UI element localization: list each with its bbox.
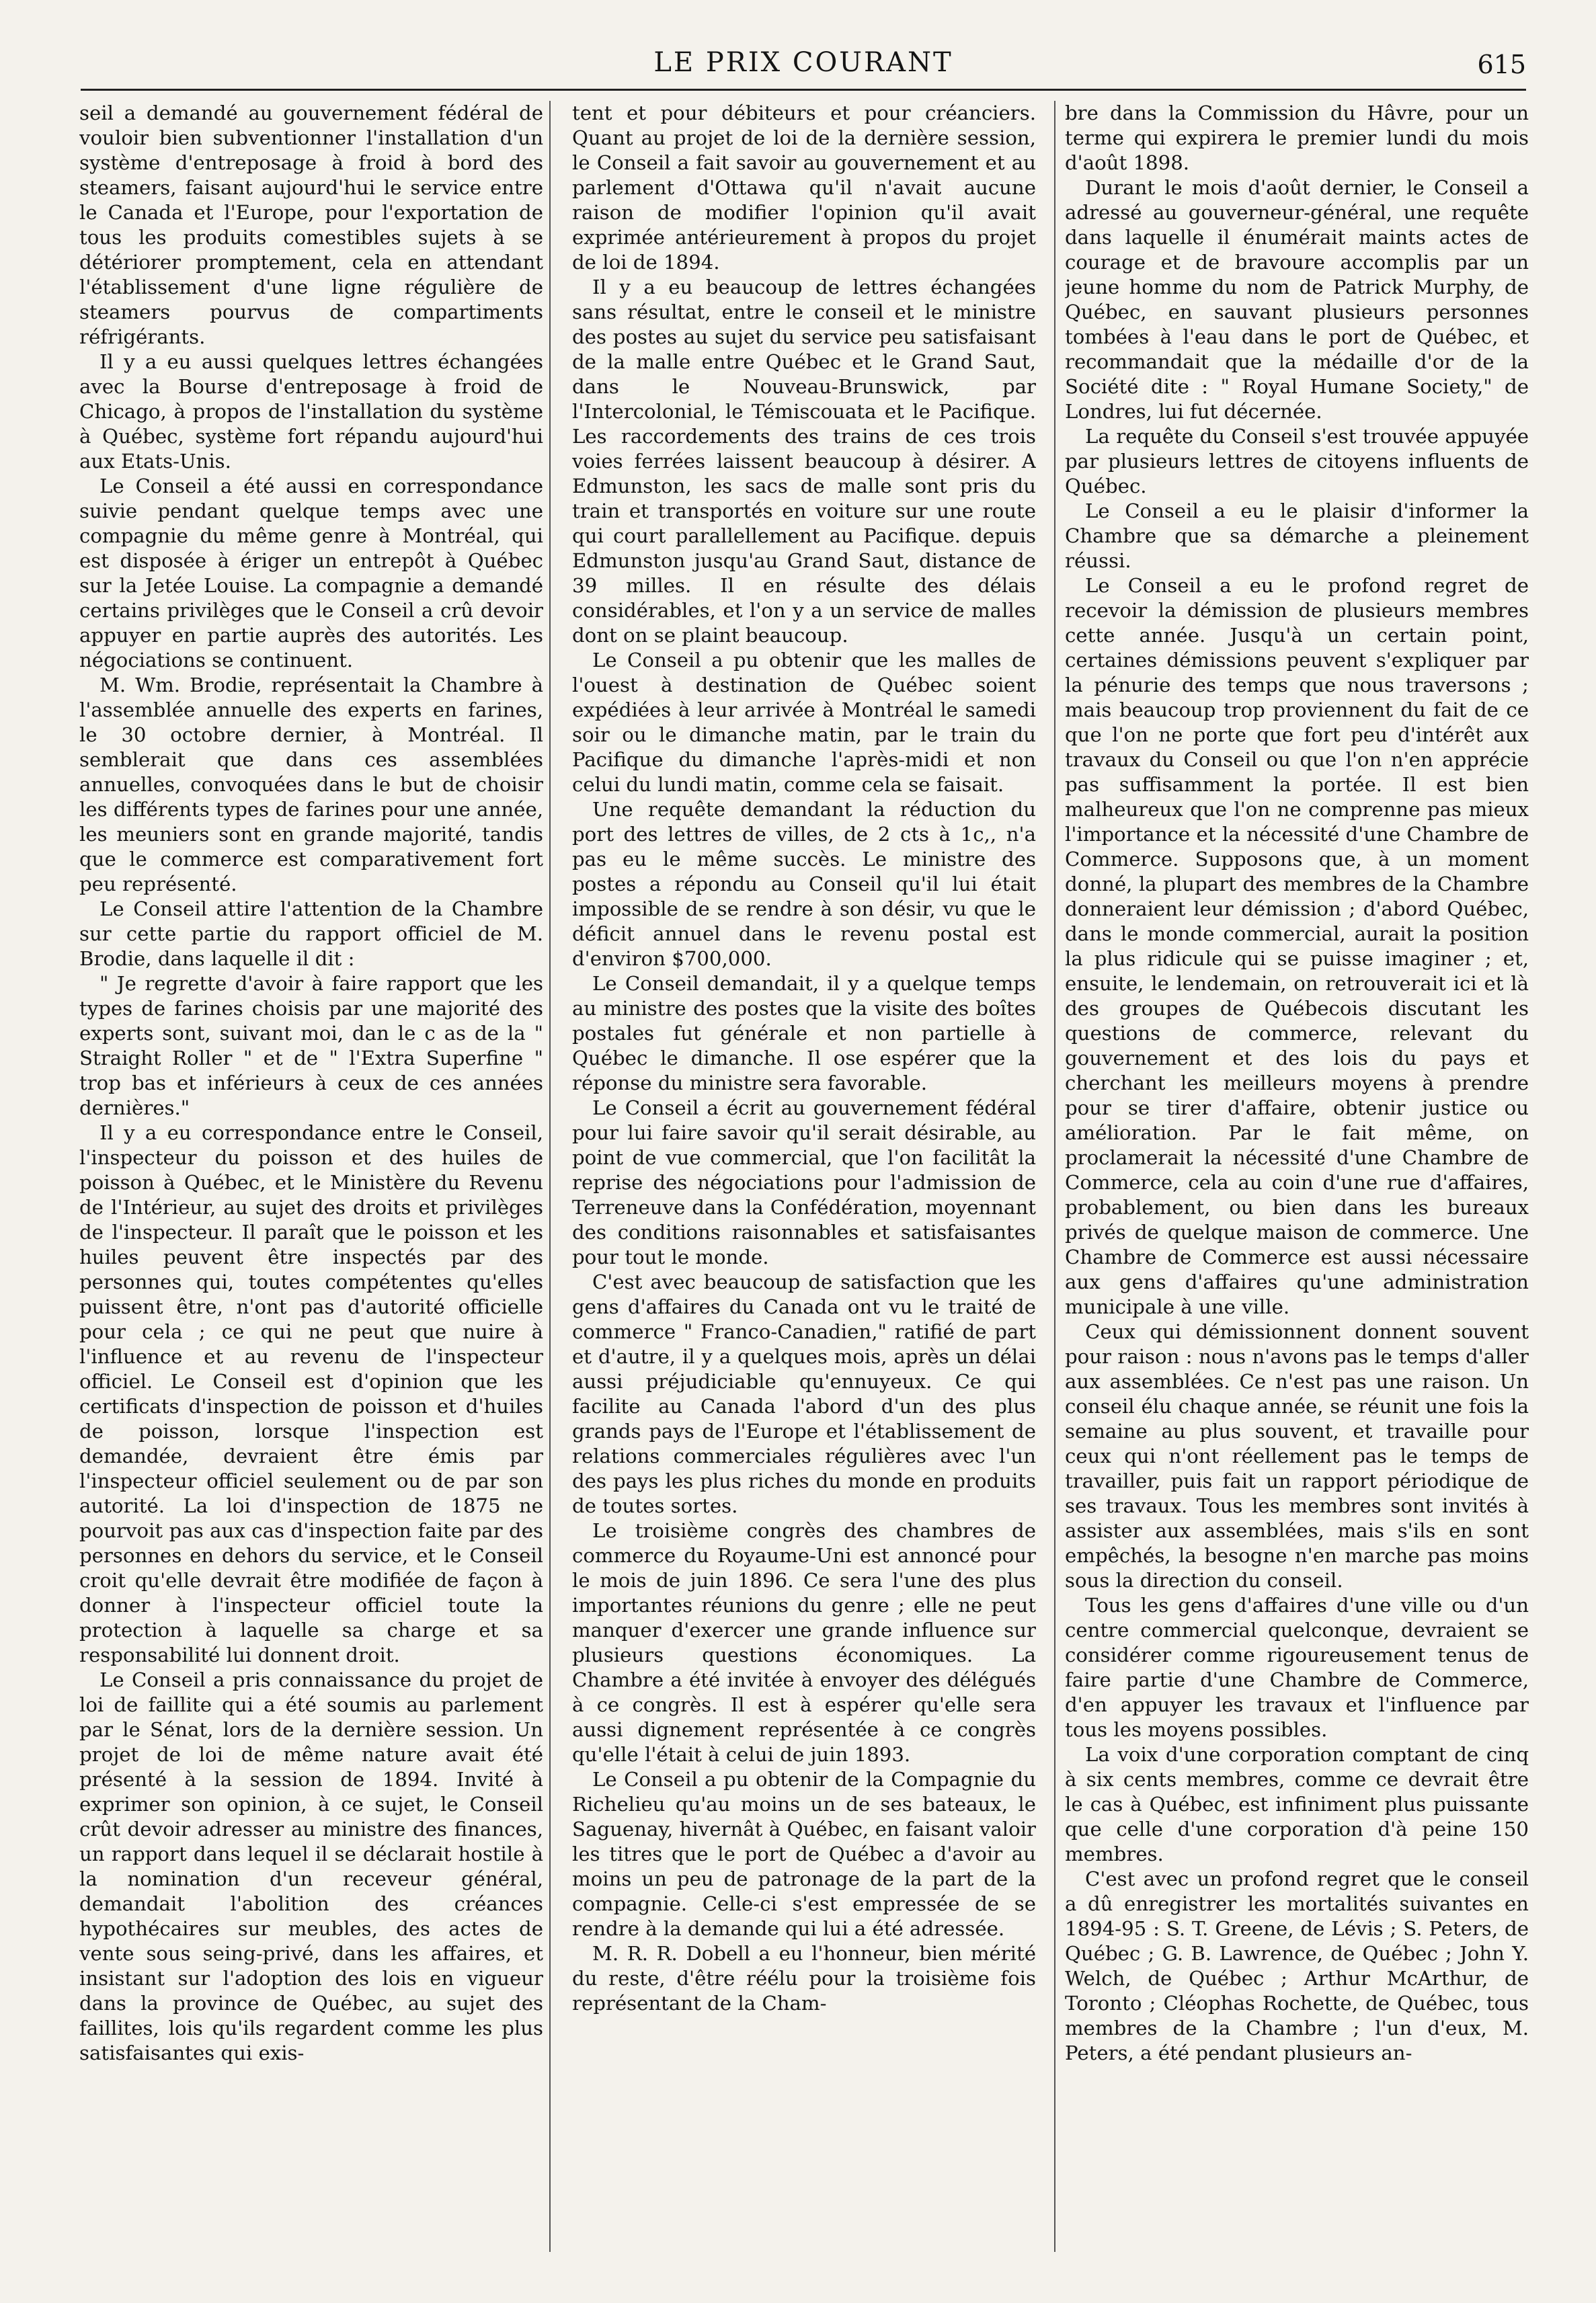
text-columns [79, 101, 1529, 2259]
paragraph: La voix d'une corporation comptant de cinq à six cents membres, comme ce devrait être le cas à Québec, est infiniment plus puissante que celle d'une corporation d'à peine 150 membres. [1065, 1743, 1529, 1865]
paragraph: Ceux qui démissionnent donnent souvent pour raison : nous n'avons pas le temps d'aller aux assemblées. Ce n'est pas une raison. Un conseil élu chaque année, se réunit une fois la semaine au plus souvent, et travaille pour ceux qui n'ont réellement pas le temps de travailler, puis fait un rapport périodique de ses travaux. Tous les membres sont invités à assister aux assemblées, mais s'ils en sont empêchés, la besogne n'en marche pas moins sous la direction du conseil. [1065, 1320, 1529, 1592]
column-divider [549, 101, 551, 2252]
paragraph: Il y a eu correspondance entre le Conseil, l'inspecteur du poisson et des huiles de poisson à Québec, et le Ministère du Revenu de l'Intérieur, au sujet des droits et privilèges de l'inspecteur. Il paraît que le poisson et les huiles peuvent être inspectés par des personnes qui, toutes compétentes qu'elles puissent être, n'ont pas d'autorité officielle pour cela ; ce qui ne peut que nuire à l'influence et au revenu de l'inspecteur officiel. Le Conseil est d'opinion que les certificats d'inspection de poisson et d'huiles de poisson, lorsque l'inspection est demandée, devraient être émis par l'inspecteur officiel seulement ou de par son autorité. La loi d'inspection de 1875 ne pourvoit pas aux cas d'inspection faite par des personnes en dehors du service, et le Conseil croit qu'elle devrait être modifiée de façon à donner à l'inspecteur officiel toute la protection à laquelle sa charge et sa responsabilité lui donnent droit. [79, 1121, 543, 1666]
paragraph: Le troisième congrès des chambres de commerce du Royaume-Uni est annoncé pour le mois de juin 1896. Ce sera l'une des plus importantes réunions du genre ; elle ne peut manquer d'exercer une grande influence sur plusieurs questions économiques. La Chambre a été invitée à envoyer des délégués à ce congrès. Il est à espérer qu'elle sera aussi dignement représentée à ce congrès qu'elle l'était à celui de juin 1893. [572, 1519, 1036, 1766]
header-rule [81, 89, 1526, 91]
paragraph: Le Conseil attire l'attention de la Chambre sur cette partie du rapport officiel de M. Brodie, dans laquelle il dit : [79, 897, 543, 970]
page-title: LE PRIX COURANT [653, 47, 953, 78]
paragraph: M. Wm. Brodie, représentait la Chambre à l'assemblée annuelle des experts en farines, le 30 octobre dernier, à Montréal. Il semblerait que dans ces assemblées annuelles, convoquées dans le but de choisir les différents types de farines pour une année, les meuniers sont en grande majorité, tandis que le commerce est comparativement fort peu représenté. [79, 674, 543, 895]
paragraph: seil a demandé au gouvernement fédéral de vouloir bien subventionner l'installation d'un système d'entreposage à froid à bord des steamers, faisant aujourd'hui le service entre le Canada et l'Europe, pour l'exportation de tous les produits comestibles sujets à se détériorer promptement, cela en attendant l'établissement d'une ligne régulière de steamers pourvus de compartiments réfrigérants. [79, 102, 543, 348]
column-1 [79, 101, 543, 2259]
paragraph: Le Conseil a pu obtenir que les malles de l'ouest à destination de Québec soient expédiées à leur arrivée à Montréal le samedi soir ou le dimanche matin, par le train du Pacifique du dimanche l'après-midi et non celui du lundi matin, comme cela se faisait. [572, 649, 1036, 796]
paragraph: Une requête demandant la réduction du port des lettres de villes, de 2 cts à 1c,, n'a pas eu le même succès. Le ministre des postes a répondu au Conseil qu'il lui était impossible de se rendre à son désir, vu que le déficit annuel dans le revenu postal est d'environ $700,000. [572, 798, 1036, 970]
paragraph: Il y a eu aussi quelques lettres échangées avec la Bourse d'entreposage à froid de Chicago, à propos de l'installation du système à Québec, système fort répandu aujourd'hui aux Etats-Unis. [79, 350, 543, 473]
paragraph: La requête du Conseil s'est trouvée appuyée par plusieurs lettres de citoyens influents de Québec. [1065, 425, 1529, 497]
paragraph: Durant le mois d'août dernier, le Conseil a adressé au gouverneur-général, une requête dans laquelle il énumérait maints actes de courage et de bravoure accomplis par un jeune homme du nom de Patrick Murphy, de Québec, en sauvant plusieurs personnes tombées à l'eau dans le port de Québec, et recommandait que la médaille d'or de la Société dite : " Royal Humane Society," de Londres, lui fut décernée. [1065, 176, 1529, 423]
paragraph: M. R. R. Dobell a eu l'honneur, bien mérité du reste, d'être réélu pour la troisième fois représentant de la Cham- [572, 1942, 1036, 2015]
paragraph: C'est avec un profond regret que le conseil a dû enregistrer les mortalités suivantes en 1894-95 : S. T. Greene, de Lévis ; S. Peters, de Québec ; G. B. Lawrence, de Québec ; John Y. Welch, de Québec ; Arthur McArthur, de Toronto ; Cléophas Rochette, de Québec, tous membres de la Chambre ; l'un d'eux, M. Peters, a été pendant plusieurs an- [1065, 1867, 1529, 2064]
paragraph: Le Conseil demandait, il y a quelque temps au ministre des postes que la visite des boîtes postales fut générale et non partielle à Québec le dimanche. Il ose espérer que la réponse du ministre sera favorable. [572, 972, 1036, 1094]
paragraph: C'est avec beaucoup de satisfaction que les gens d'affaires du Canada ont vu le traité de commerce " Franco-Canadien," ratifié de part et d'autre, il y a quelques mois, après un délai aussi préjudiciable qu'ennuyeux. Ce qui facilite au Canada l'abord d'un des plus grands pays de l'Europe et l'établissement de relations commerciales régulières avec l'un des pays les plus riches du monde en produits de toutes sortes. [572, 1270, 1036, 1517]
paragraph: Le Conseil a pu obtenir de la Compagnie du Richelieu qu'au moins un de ses bateaux, le Saguenay, hivernât à Québec, en faisant valoir les titres que le port de Québec a d'avoir au moins un peu de patronage de la part de la compagnie. Celle-ci s'est empressée de se rendre à la demande qui lui a été adressée. [572, 1768, 1036, 1940]
column-2 [572, 101, 1036, 2259]
page-number: 615 [1477, 50, 1526, 79]
paragraph: Le Conseil a eu le plaisir d'informer la Chambre que sa démarche a pleinement réussi. [1065, 499, 1529, 572]
paragraph: Il y a eu beaucoup de lettres échangées sans résultat, entre le conseil et le ministre des postes au sujet du service peu satisfaisant de la malle entre Québec et le Grand Saut, dans le Nouveau-Brunswick, par l'Intercolonial, le Témiscouata et le Pacifique. Les raccordements des trains de ces trois voies ferrées laissent beaucoup à désirer. A Edmunston, les sacs de malle sont pris du train et transportés en voiture sur une route qui court parallellement au Pacifique. depuis Edmunston jusqu'au Grand Saut, distance de 39 milles. Il en résulte des délais considérables, et l'on y a un service de malles dont on se plaint beaucoup. [572, 276, 1036, 647]
paragraph: Le Conseil a été aussi en correspondance suivie pendant quelque temps avec une compagnie du même genre à Montréal, qui est disposée à ériger un entrepôt à Québec sur la Jetée Louise. La compagnie a demandé certains privilèges que le Conseil a crû devoir appuyer en partie auprès des autorités. Les négociations se continuent. [79, 475, 543, 672]
column-3 [1065, 101, 1529, 2259]
paragraph: Le Conseil a eu le profond regret de recevoir la démission de plusieurs membres cette année. Jusqu'à un certain point, certaines démissions peuvent s'expliquer par la pénurie des temps que nous traversons ; mais beaucoup trop proviennent du fait de ce que l'on ne porte que fort peu d'intérêt aux travaux du Conseil ou que l'on n'en apprécie pas suffisamment la portée. Il est bien malheureux que l'on ne comprenne pas mieux l'importance et la nécessité d'une Chambre de Commerce. Supposons que, à un moment donné, la plupart des membres de la Chambre donneraient leur démission ; d'abord Québec, dans le monde commercial, aurait la position la plus ridicule qui se puisse imaginer ; et, ensuite, le lendemain, on retrouverait ici et là des groupes de Québecois discutant les questions de commerce, relevant du gouvernement et des lois du pays et cherchant les meilleurs moyens à prendre pour se tirer d'affaire, obtenir justice ou amélioration. Par le fait même, on proclamerait la nécessité d'une Chambre de Commerce, cela au coin d'une rue d'affaires, probablement, ou bien dans les bureaux privés de quelque maison de commerce. Une Chambre de Commerce est aussi nécessaire aux gens d'affaires qu'une administration municipale à une ville. [1065, 574, 1529, 1318]
quotation: " Je regrette d'avoir à faire rapport que les types de farines choisis par une majorité des experts sont, suivant moi, dan le c as de la " Straight Roller " et de " l'Extra Superfine " trop bas et inférieurs à ceux de ces années dernières." [79, 972, 543, 1119]
paragraph: Le Conseil a pris connaissance du projet de loi de faillite qui a été soumis au parlement par le Sénat, lors de la dernière session. Un projet de loi de même nature avait été présenté à la session de 1894. Invité à exprimer son opinion, à ce sujet, le Conseil crût devoir adresser au ministre des finances, un rapport dans lequel il se déclarait hostile à la nomination d'un receveur général, demandait l'abolition des créances hypothécaires sur meubles, des actes de vente sous seing-privé, dans les affaires, et insistant sur l'adoption des lois en vigueur dans la province de Québec, au sujet des faillites, lois qu'ils regardent comme les plus satisfaisantes qui exis- [79, 1668, 543, 2064]
paragraph: Le Conseil a écrit au gouvernement fédéral pour lui faire savoir qu'il serait désirable, au point de vue commercial, que l'on facilitât la reprise des négociations pour l'admission de Terreneuve dans la Confédération, moyennant des conditions raisonnables et satisfaisantes pour tout le monde. [572, 1096, 1036, 1268]
paragraph: tent et pour débiteurs et pour créanciers. Quant au projet de loi de la dernière session, le Conseil a fait savoir au gouvernement et au parlement d'Ottawa qu'il n'avait aucune raison de modifier l'opinion qu'il avait exprimée antérieurement à propos du projet de loi de 1894. [572, 102, 1036, 274]
paragraph: Tous les gens d'affaires d'une ville ou d'un centre commercial quelconque, devraient se considérer comme rigoureusement tenus de faire partie d'une Chambre de Commerce, d'en appuyer les travaux et l'influence par tous les moyens possibles. [1065, 1594, 1529, 1741]
paragraph: bre dans la Commission du Hâvre, pour un terme qui expirera le premier lundi du mois d'août 1898. [1065, 102, 1529, 174]
column-divider [1054, 101, 1055, 2252]
page-header [81, 40, 1526, 81]
